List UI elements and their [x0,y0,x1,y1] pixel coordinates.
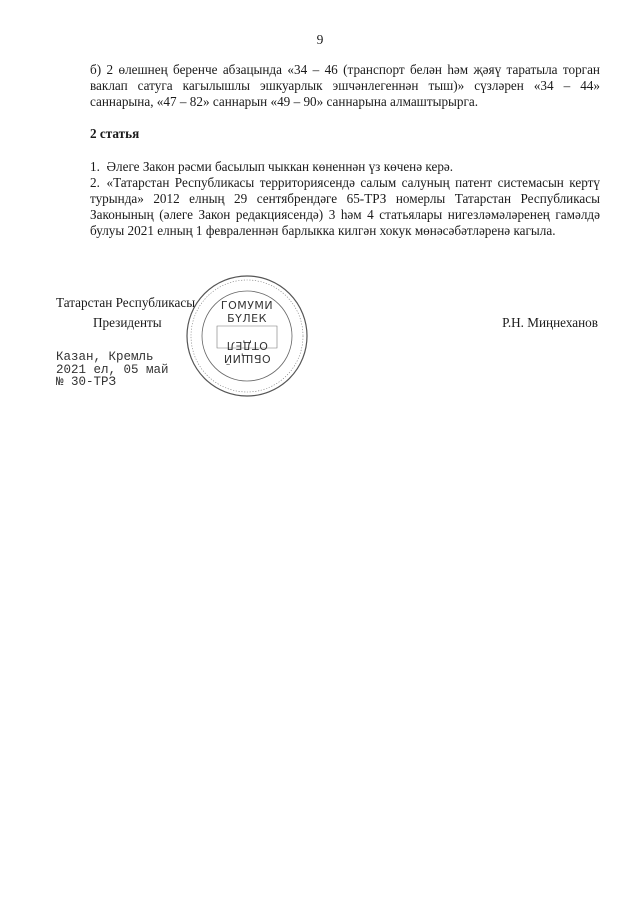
signatory-name: Р.Н. Миңнеханов [502,315,598,330]
place-line: Казан, Кремль [56,350,154,364]
seal-text-line: ОБЩИЙ [223,352,271,365]
place-date-number-block [56,351,169,389]
page-number: 9 [316,32,324,47]
seal-text-line: ГОМУМИ [220,299,274,312]
seal-text-line: ОТДЕЛ [226,339,268,352]
signatory-position: Президенты [93,315,162,330]
article-item-2: 2. «Татарстан Республикасы территориясендә салым салуның патент системасын кертү турында» 2012 елның 29 сентябрендәге 65-ТРЗ номерлы Татарстан Республикасы Законының (әлеге Закон редакциясендә) 3 һәм 4 статьялары нигезләмәләренең гамәлдә булуы 2021 елның 1 февраленнән барлыкка килгән хокук мөнәсәбәтләренә кагыла. [90,175,600,238]
article-item-1: 1. Әлеге Закон рәсми басылып чыккан көненнән үз көченә керә. [90,159,454,174]
date-line: 2021 ел, 05 май [56,362,169,377]
seal-text [183,272,311,400]
seal-text-line: БҮЛЕК [227,312,267,325]
paragraph-amendment-b: б) 2 өлешнең беренче абзацында «34 – 46 (транспорт белән һәм җәяү таратыла торган ваклап сатуга кагылышлы эшкуарлык эшчәнлегеннән тыш)» сүзләрен «34 – 44» саннарына, «47 – 82» саннарын «49 – 90» саннарына алмаштырырга. [90,62,600,109]
law-number-line: № 30-ТРЗ [56,375,117,389]
signatory-organization: Татарстан Республикасы [56,295,196,310]
article-heading: 2 статья [90,126,140,141]
